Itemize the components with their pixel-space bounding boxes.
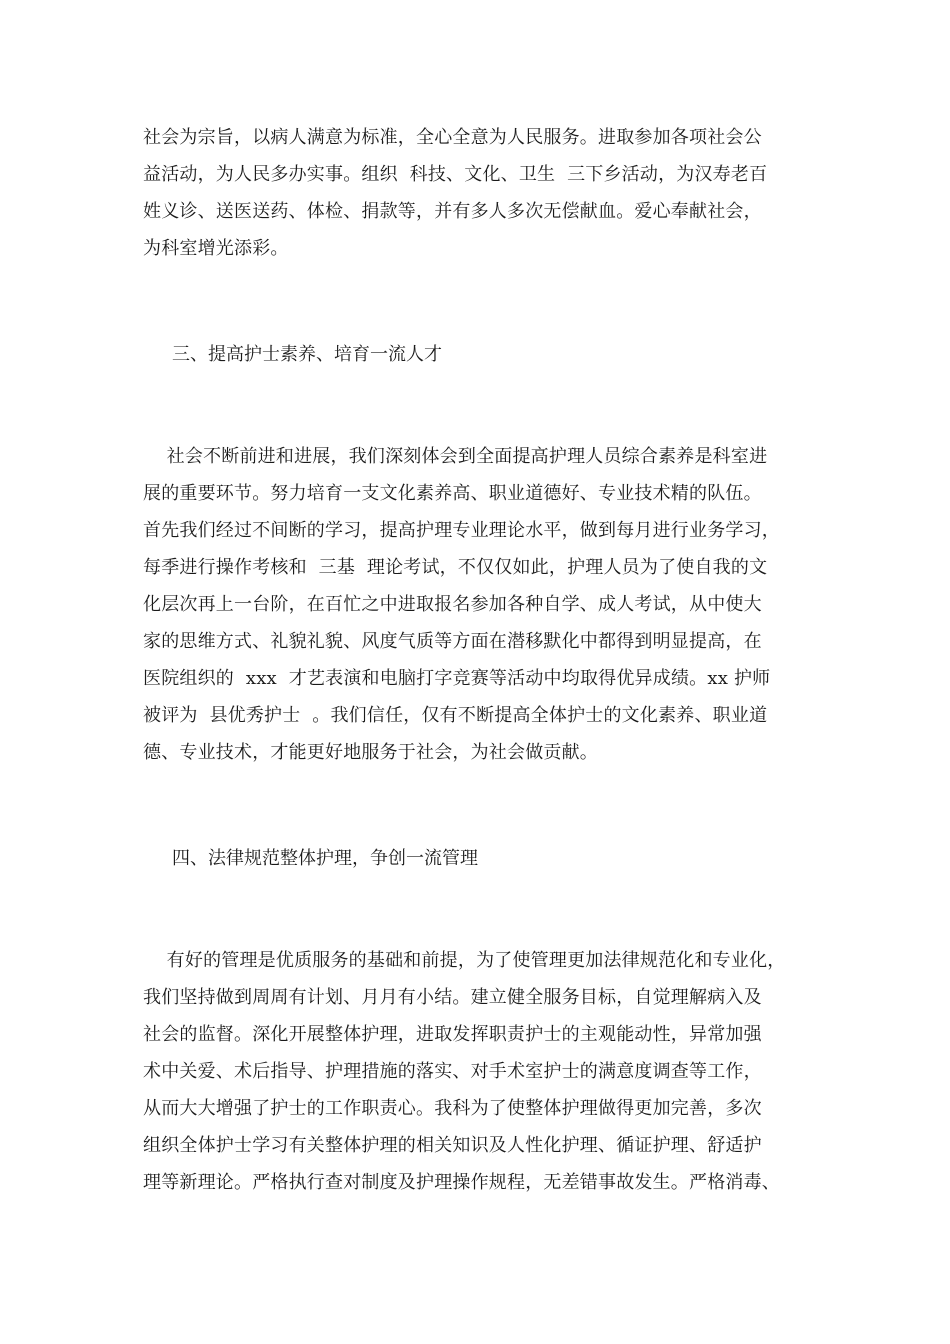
paragraph-line: 医院组织的 xxx 才艺表演和电脑打字竞赛等活动中均取得优异成绩。xx 护师 <box>143 668 771 689</box>
paragraph-management <box>143 942 823 1201</box>
paragraph-line: 有好的管理是优质服务的基础和前提，为了使管理更加法律规范化和专业化， <box>143 950 786 971</box>
paragraph-line: 组织全体护士学习有关整体护理的相关知识及人性化护理、循证护理、舒适护 <box>143 1135 762 1156</box>
paragraph-line: 每季进行操作考核和 三基 理论考试，不仅仅如此，护理人员为了使自我的文 <box>143 557 768 578</box>
paragraph-line: 德、专业技术，才能更好地服务于社会，为社会做贡献。 <box>143 742 598 763</box>
section-heading-3: 三、提高护士素养、培育一流人才 <box>172 344 442 365</box>
paragraph-line: 社会不断前进和进展，我们深刻体会到全面提高护理人员综合素养是科室进 <box>143 446 768 467</box>
paragraph-line: 首先我们经过不间断的学习，提高护理专业理论水平，做到每月进行业务学习， <box>143 520 780 541</box>
section-heading-4: 四、法律规范整体护理，争创一流管理 <box>172 848 478 869</box>
paragraph-line: 化层次再上一台阶，在百忙之中进取报名参加各种自学、成人考试，从中使大 <box>143 594 762 615</box>
paragraph-community-service <box>143 119 823 267</box>
paragraph-line: 理等新理论。严格执行查对制度及护理操作规程，无差错事故发生。严格消毒、 <box>143 1172 780 1193</box>
paragraph-line: 术中关爱、术后指导、护理措施的落实、对手术室护士的满意度调查等工作， <box>143 1061 762 1082</box>
paragraph-line: 社会的监督。深化开展整体护理，进取发挥职责护士的主观能动性，异常加强 <box>143 1024 762 1045</box>
paragraph-line: 从而大大增强了护士的工作职责心。我科为了使整体护理做得更加完善，多次 <box>143 1098 762 1119</box>
paragraph-nurse-quality <box>143 438 823 771</box>
paragraph-line: 被评为 县优秀护士 。我们信任，仅有不断提高全体护士的文化素养、职业道 <box>143 705 768 726</box>
paragraph-line: 家的思维方式、礼貌礼貌、风度气质等方面在潜移默化中都得到明显提高，在 <box>143 631 762 652</box>
paragraph-line: 社会为宗旨，以病人满意为标准，全心全意为人民服务。进取参加各项社会公 <box>143 127 762 148</box>
paragraph-line: 益活动，为人民多办实事。组织 科技、文化、卫生 三下乡活动，为汉寿老百 <box>143 164 768 185</box>
paragraph-line: 展的重要环节。努力培育一支文化素养高、职业道德好、专业技术精的队伍。 <box>143 483 762 504</box>
paragraph-line: 我们坚持做到周周有计划、月月有小结。建立健全服务目标，自觉理解病入及 <box>143 987 762 1008</box>
paragraph-line: 为科室增光添彩。 <box>143 238 289 259</box>
paragraph-line: 姓义诊、送医送药、体检、捐款等，并有多人多次无偿献血。爱心奉献社会， <box>143 201 762 222</box>
